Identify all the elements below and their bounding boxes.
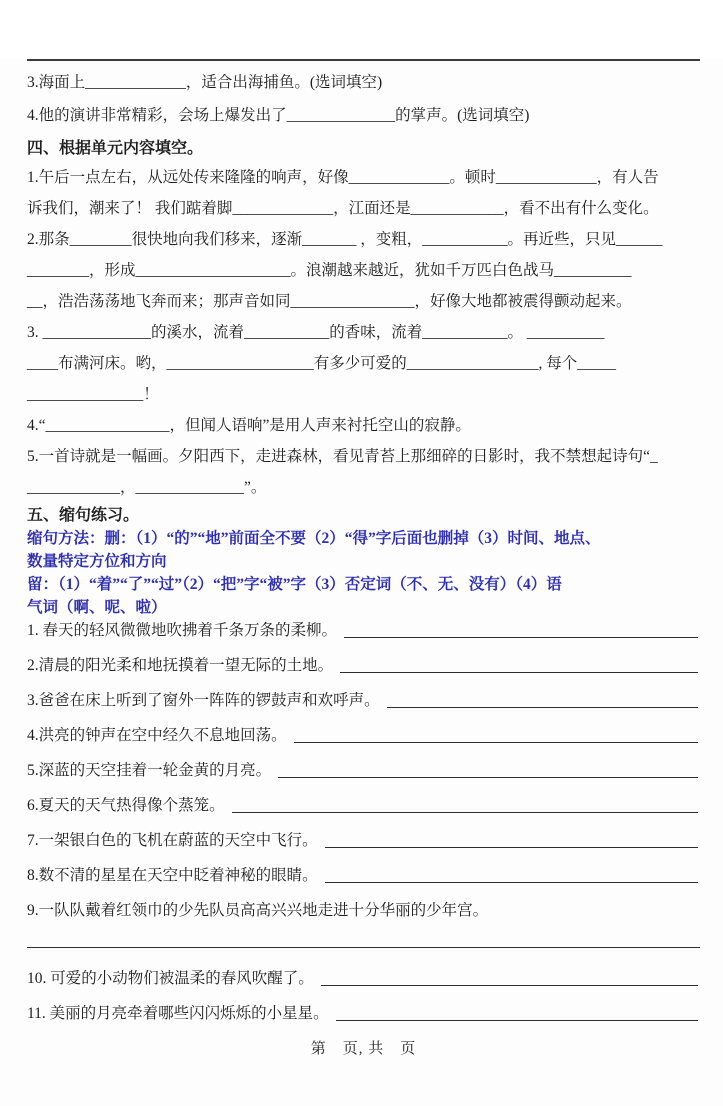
exercise-item	[27, 621, 700, 641]
answer-blank	[232, 796, 698, 813]
answer-blank	[325, 866, 698, 883]
exercise-sentence: 7.一架银白色的飞机在蔚蓝的天空中飞行。	[27, 832, 318, 849]
fill-in-line: _______________！	[27, 386, 159, 403]
method-line: 数量特定方位和方向	[27, 553, 167, 570]
exercise-item	[27, 726, 700, 746]
word-choice-section	[27, 66, 700, 132]
fill-in-line: 4.他的演讲非常精彩，会场上爆发出了______________的掌声。(选词填空)	[27, 107, 530, 124]
exercise-item	[27, 831, 700, 851]
answer-blank	[336, 1004, 698, 1021]
fill-in-line: 2.那条________很快地向我们移来，逐渐_______ ，变粗，___________。再近些，只见______	[27, 231, 663, 248]
fill-in-line: __，浩浩荡荡地飞奔而来；那声音如同________________，好像大地都被震得颤动起来。	[27, 293, 632, 310]
shortening-method-note	[27, 527, 700, 619]
exercise-sentence: 11. 美丽的月亮牵着哪些闪闪烁烁的小星星。	[27, 1005, 329, 1022]
answer-blank	[340, 656, 698, 673]
exercise-sentence: 8.数不清的星星在天空中眨着神秘的眼睛。	[27, 867, 318, 884]
exercise-item	[27, 761, 700, 781]
exercise-sentence: 2.清晨的阳光柔和地抚摸着一望无际的土地。	[27, 657, 334, 674]
section5-heading: 五、缩句练习。	[27, 507, 140, 524]
exercise-item	[27, 656, 700, 676]
header-divider	[27, 59, 700, 61]
exercise-item	[27, 1004, 700, 1024]
exercise-item	[27, 866, 700, 886]
section4-body	[27, 162, 700, 503]
answer-blank	[294, 726, 698, 743]
method-line: 留：（1）“着”“了”“过”（2）“把”字“被”字（3）否定词（不、无、没有）（4）语	[27, 576, 562, 593]
answer-blank	[325, 831, 698, 848]
exercise-sentence: 9.一队队戴着红领巾的少先队员高高兴兴地走进十分华丽的少年宫。	[27, 902, 489, 919]
fill-in-line: 5.一首诗就是一幅画。夕阳西下，走进森林，看见青苔上那细碎的日影时，我不禁想起诗句“_	[27, 448, 658, 465]
answer-blank	[321, 969, 698, 986]
answer-blank	[387, 691, 698, 708]
answer-blank	[27, 947, 700, 948]
exercise-sentence: 10. 可爱的小动物们被温柔的春风吹醒了。	[27, 970, 314, 987]
fill-in-line: 3. ______________的溪水，流着___________的香味，流着___________。 __________	[27, 324, 605, 341]
page-number-footer: 第 页, 共 页	[310, 1041, 417, 1057]
fill-in-line: 4.“________________，但闻人语响”是用人声来衬托空山的寂静。	[27, 417, 471, 434]
exercise-sentence: 5.深蓝的天空挂着一轮金黄的月亮。	[27, 762, 272, 779]
exercise-sentence: 3.爸爸在床上听到了窗外一阵阵的锣鼓声和欢呼声。	[27, 692, 380, 709]
fill-in-line: 诉我们，潮来了！ 我们踮着脚_____________，江面还是____________，看不出有什么变化。	[27, 200, 659, 217]
answer-blank	[344, 621, 698, 638]
exercise-sentence: 6.夏天的天气热得像个蒸笼。	[27, 797, 225, 814]
exercise-item	[27, 691, 700, 711]
fill-in-line: ____布满河床。哟，___________________有多少可爱的_________________, 每个_____	[27, 355, 617, 372]
section4-heading: 四、根据单元内容填空。	[27, 140, 204, 157]
exercise-sentence: 4.洪亮的钟声在空中经久不息地回荡。	[27, 727, 287, 744]
exercise-item	[27, 796, 700, 816]
exercise-sentence: 1. 春天的轻风微微地吹拂着千条万条的柔柳。	[27, 622, 338, 639]
method-line: 缩句方法：删：（1）“的”“地”前面全不要（2）“得”字后面也删掉（3）时间、地点、	[27, 530, 601, 547]
exercise-item	[27, 969, 700, 989]
method-line: 气词（啊、呢、啦）	[27, 599, 167, 616]
worksheet-page	[0, 59, 723, 1106]
fill-in-line: 1.午后一点左右，从远处传来隆隆的响声，好像_____________。顿时_____________，有人告	[27, 169, 659, 186]
shortening-exercise-list	[27, 621, 700, 1024]
exercise-item	[27, 901, 700, 921]
fill-in-line: ____________，______________”。	[27, 479, 267, 496]
fill-in-line: ________，形成____________________。浪潮越来越近，犹如千万匹白色战马__________	[27, 262, 632, 279]
answer-blank	[278, 761, 698, 778]
fill-in-line: 3.海面上_____________，适合出海捕鱼。(选词填空)	[27, 74, 383, 91]
